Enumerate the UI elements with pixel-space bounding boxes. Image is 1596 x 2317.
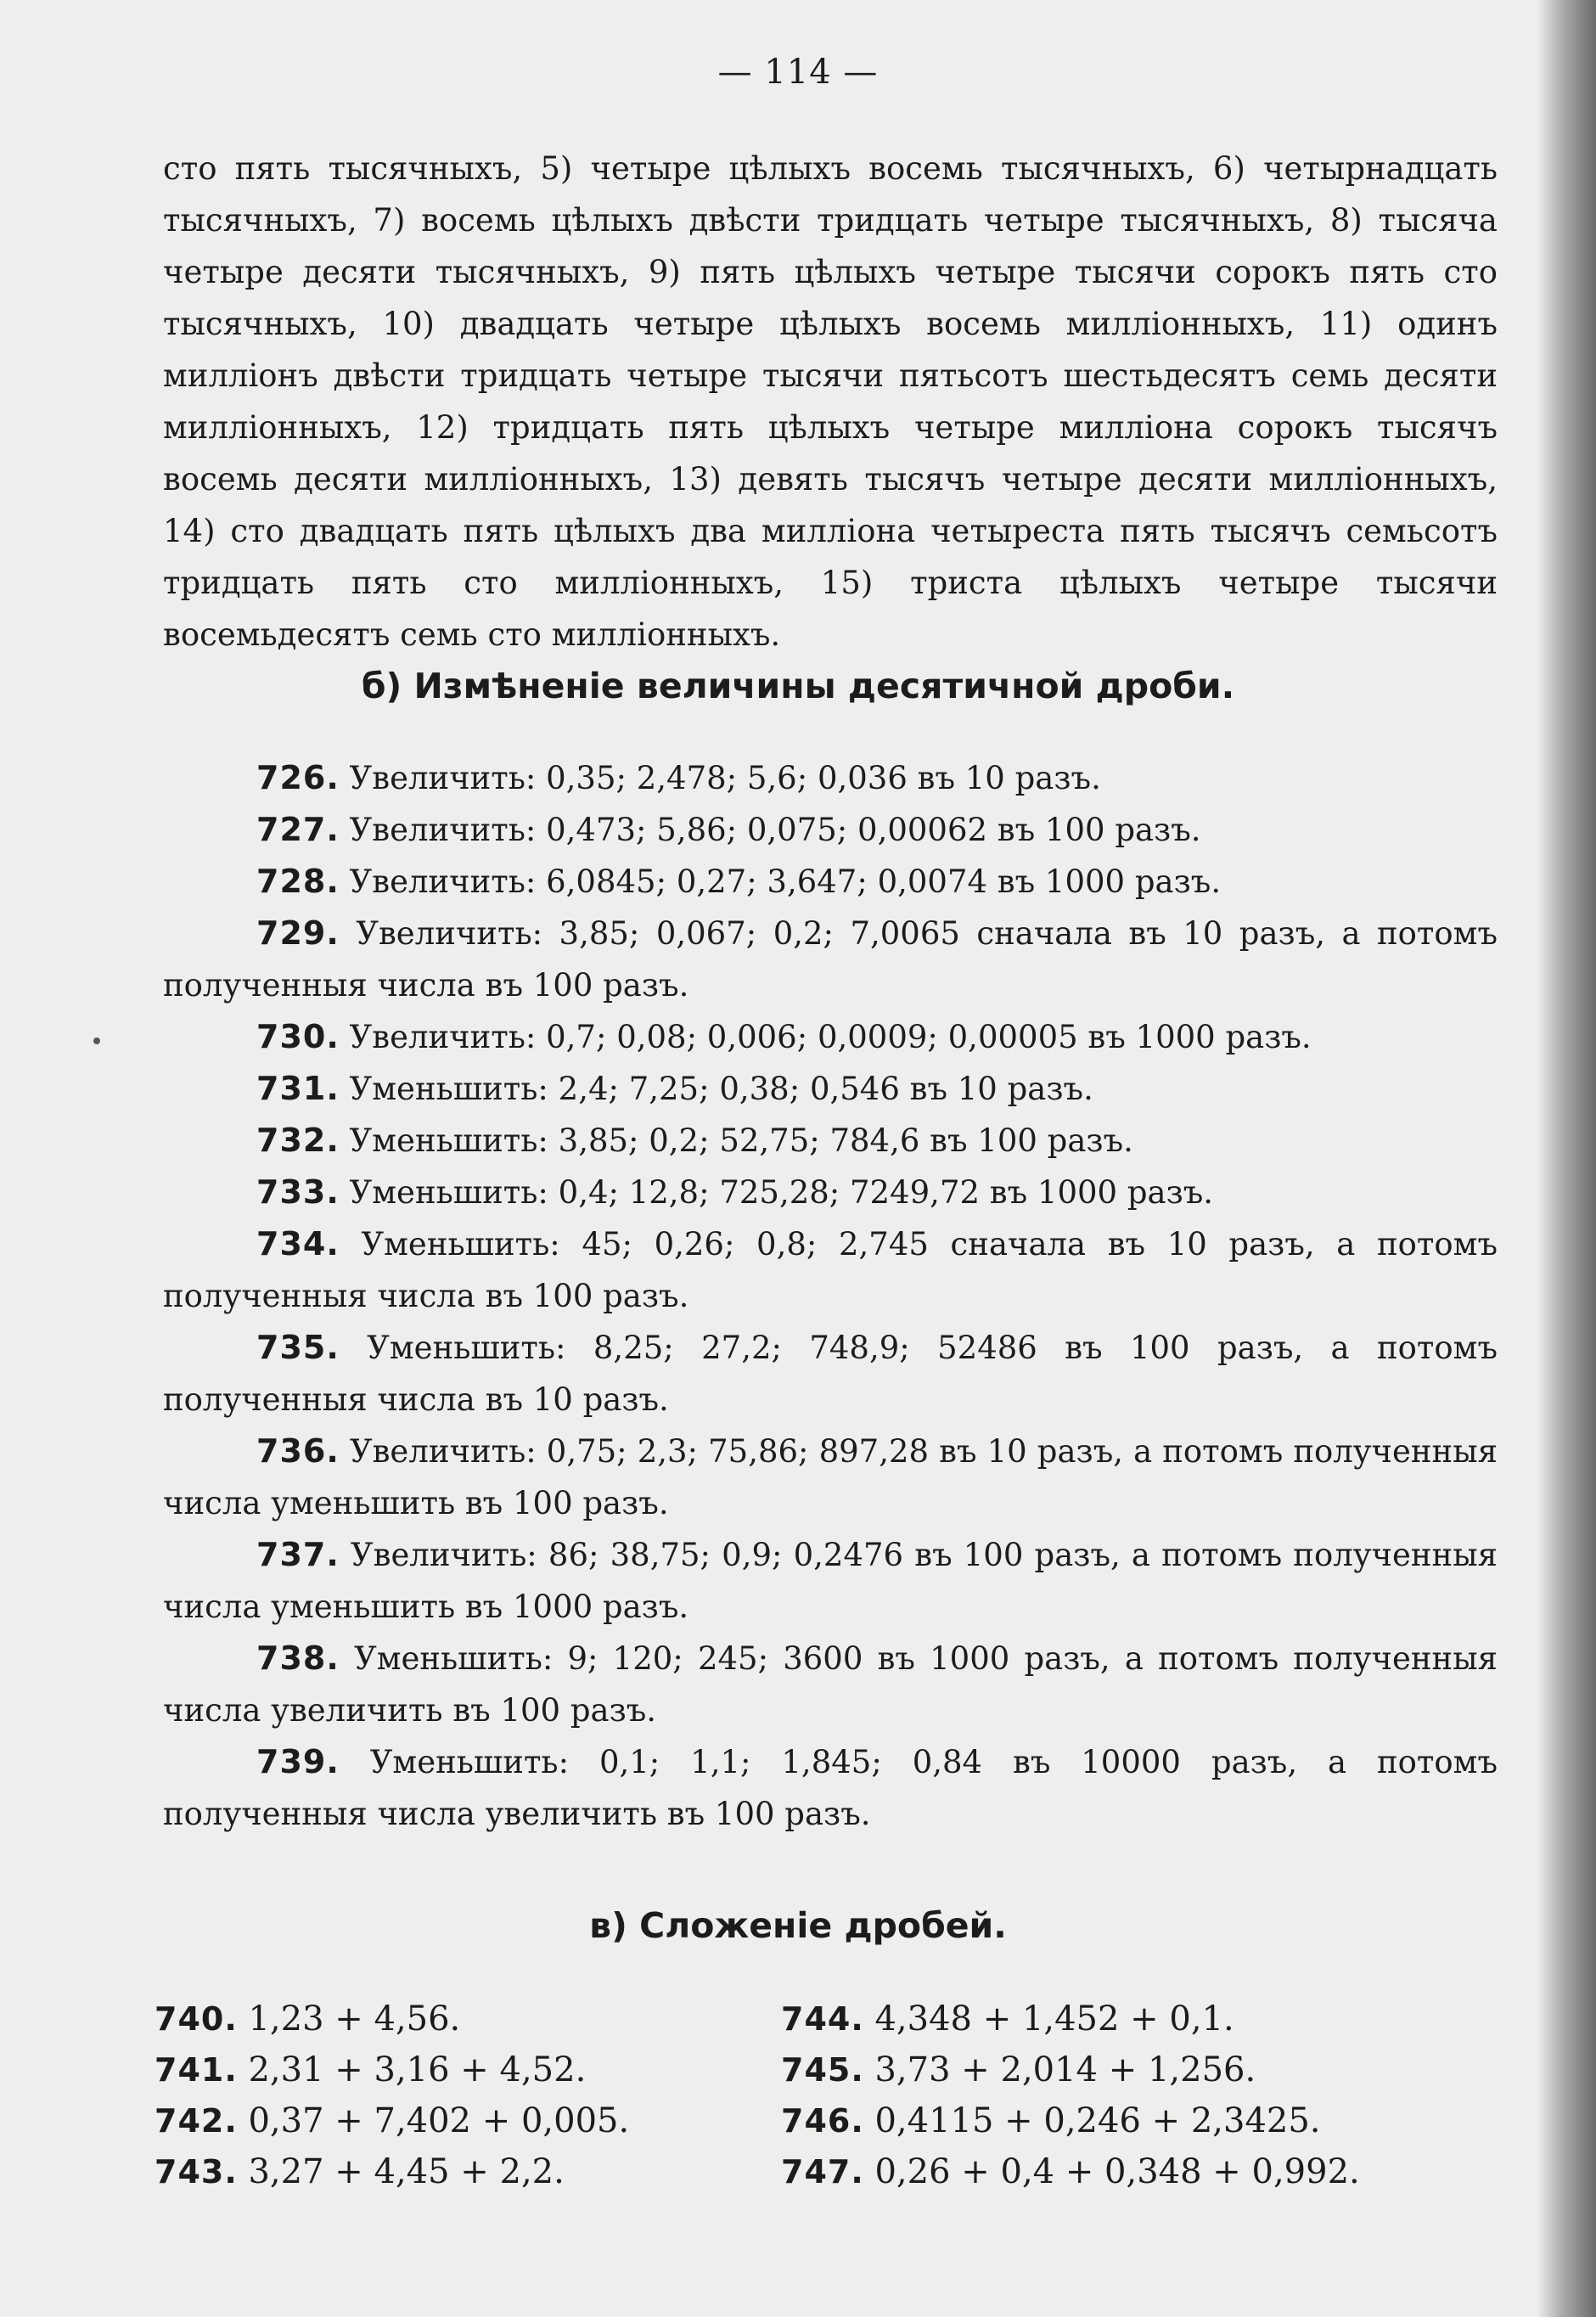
addition-item (781, 1994, 1511, 2044)
addition-column-right (781, 1994, 1511, 2197)
page-number: — 114 — (717, 53, 879, 92)
addition-column-left (155, 1994, 749, 2197)
problem-item (163, 1529, 1498, 1633)
problem-text: Увеличить: 0,35; 2,478; 5,6; 0,036 въ 10 разъ. (349, 760, 1101, 796)
problem-item (163, 752, 1498, 804)
problem-item (163, 1115, 1498, 1167)
problem-list-b (163, 752, 1498, 1840)
problem-item (163, 1633, 1498, 1736)
problem-text: Уменьшить: 8,25; 27,2; 748,9; 52486 въ 100 разъ, а потомъ полученныя числа въ 10 разъ. (163, 1330, 1498, 1418)
problem-number: 731. (256, 1070, 340, 1107)
problem-number: 744. (781, 2000, 864, 2038)
addition-item (781, 2095, 1511, 2146)
problem-number: 743. (155, 2153, 238, 2190)
problem-item (163, 1736, 1498, 1840)
problem-number: 741. (155, 2051, 238, 2089)
problem-text: Уменьшить: 45; 0,26; 0,8; 2,745 сначала въ 10 разъ, а потомъ полученныя числа въ 100 разъ. (163, 1226, 1498, 1314)
addition-expression: 1,23 + 4,56. (248, 1999, 461, 2039)
addition-item (155, 2095, 749, 2146)
problem-item (163, 1011, 1498, 1063)
problem-item (163, 1426, 1498, 1529)
problem-text: Увеличить: 0,75; 2,3; 75,86; 897,28 въ 10 разъ, а потомъ полученныя числа уменьшить въ 100 разъ. (163, 1433, 1498, 1521)
problem-number: 734. (256, 1225, 340, 1263)
problem-text: Уменьшить: 0,4; 12,8; 725,28; 7249,72 въ 1000 разъ. (349, 1174, 1214, 1211)
problem-number: 740. (155, 2000, 238, 2038)
addition-expression: 3,73 + 2,014 + 1,256. (874, 2050, 1256, 2089)
addition-item (781, 2044, 1511, 2095)
problem-item (163, 1218, 1498, 1322)
addition-expression: 0,26 + 0,4 + 0,348 + 0,992. (874, 2152, 1360, 2191)
addition-expression: 2,31 + 3,16 + 4,52. (248, 2050, 587, 2089)
problem-text: Увеличить: 6,0845; 0,27; 3,647; 0,0074 въ 1000 разъ. (349, 863, 1222, 900)
addition-expression: 3,27 + 4,45 + 2,2. (248, 2152, 565, 2191)
addition-expression: 4,348 + 1,452 + 0,1. (874, 1999, 1234, 2039)
ink-speck (93, 1038, 100, 1044)
problem-text: Уменьшить: 9; 120; 245; 3600 въ 1000 разъ, а потомъ полученныя числа увеличить въ 100 разъ. (163, 1640, 1498, 1729)
problem-number: 745. (781, 2051, 864, 2089)
intro-paragraph: сто пять тысячныхъ, 5) четыре цѣлыхъ восемь тысячныхъ, 6) четырнадцать тысячныхъ, 7) восемь цѣлыхъ двѣсти тридцать четыре тысячныхъ, 8) тысяча четыре десяти тысячныхъ, 9) пять цѣлыхъ четыре тысячи сорокъ пять сто тысячныхъ, 10) двадцать четыре цѣлыхъ восемь милліонныхъ, 11) одинъ милліонъ двѣсти тридцать четыре тысячи пятьсотъ шестьдесятъ семь десяти милліонныхъ, 12) тридцать пять цѣлыхъ четыре милліона сорокъ тысячъ восемь десяти милліонныхъ, 13) девять тысячъ четыре десяти милліонныхъ, 14) сто двадцать пять цѣлыхъ два милліона четыреста пять тысячъ семьсотъ тридцать пять сто милліонныхъ, 15) триста цѣлыхъ четыре тысячи восемьдесятъ семь сто милліонныхъ. (163, 150, 1498, 653)
section-heading-b: б) Измѣненіе величины десятичной дроби. (361, 666, 1235, 706)
problem-number: 739. (256, 1743, 340, 1780)
page-edge-shadow (1537, 0, 1596, 2317)
problem-text: Увеличить: 3,85; 0,067; 0,2; 7,0065 сначала въ 10 разъ, а потомъ полученныя числа въ 100 разъ. (163, 915, 1498, 1004)
problem-number: 738. (256, 1639, 340, 1677)
addition-expression: 0,37 + 7,402 + 0,005. (248, 2101, 630, 2140)
problem-number: 742. (155, 2102, 238, 2140)
problem-item (163, 1167, 1498, 1218)
problem-number: 737. (256, 1536, 340, 1573)
addition-expression: 0,4115 + 0,246 + 2,3425. (874, 2101, 1321, 2140)
problem-number: 736. (256, 1432, 340, 1470)
problem-number: 727. (256, 811, 340, 848)
section-heading-v: в) Сложеніе дробей. (589, 1905, 1007, 1946)
problem-text: Уменьшить: 3,85; 0,2; 52,75; 784,6 въ 100 разъ. (349, 1122, 1133, 1159)
problem-item (163, 804, 1498, 856)
problem-number: 728. (256, 863, 340, 900)
problem-text: Уменьшить: 2,4; 7,25; 0,38; 0,546 въ 10 разъ. (349, 1071, 1093, 1107)
problem-number: 733. (256, 1173, 340, 1211)
problem-number: 746. (781, 2102, 864, 2140)
problem-item (163, 1322, 1498, 1426)
problem-text: Увеличить: 86; 38,75; 0,9; 0,2476 въ 100 разъ, а потомъ полученныя числа уменьшить въ 1000 разъ. (163, 1537, 1498, 1625)
problem-number: 747. (781, 2153, 864, 2190)
addition-item (155, 2146, 749, 2197)
addition-item (155, 2044, 749, 2095)
addition-item (155, 1994, 749, 2044)
problem-number: 732. (256, 1122, 340, 1159)
problem-item (163, 908, 1498, 1011)
problem-text: Увеличить: 0,7; 0,08; 0,006; 0,0009; 0,00005 въ 1000 разъ. (349, 1019, 1312, 1055)
problem-number: 730. (256, 1018, 340, 1055)
problem-number: 735. (256, 1329, 340, 1366)
addition-item (781, 2146, 1511, 2197)
problem-text: Увеличить: 0,473; 5,86; 0,075; 0,00062 въ 100 разъ. (349, 812, 1201, 848)
problem-item (163, 1063, 1498, 1115)
problem-number: 729. (256, 914, 340, 952)
problem-item (163, 856, 1498, 908)
problem-text: Уменьшить: 0,1; 1,1; 1,845; 0,84 въ 10000 разъ, а потомъ полученныя числа увеличить въ 100 разъ. (163, 1744, 1498, 1832)
problem-number: 726. (256, 759, 340, 796)
